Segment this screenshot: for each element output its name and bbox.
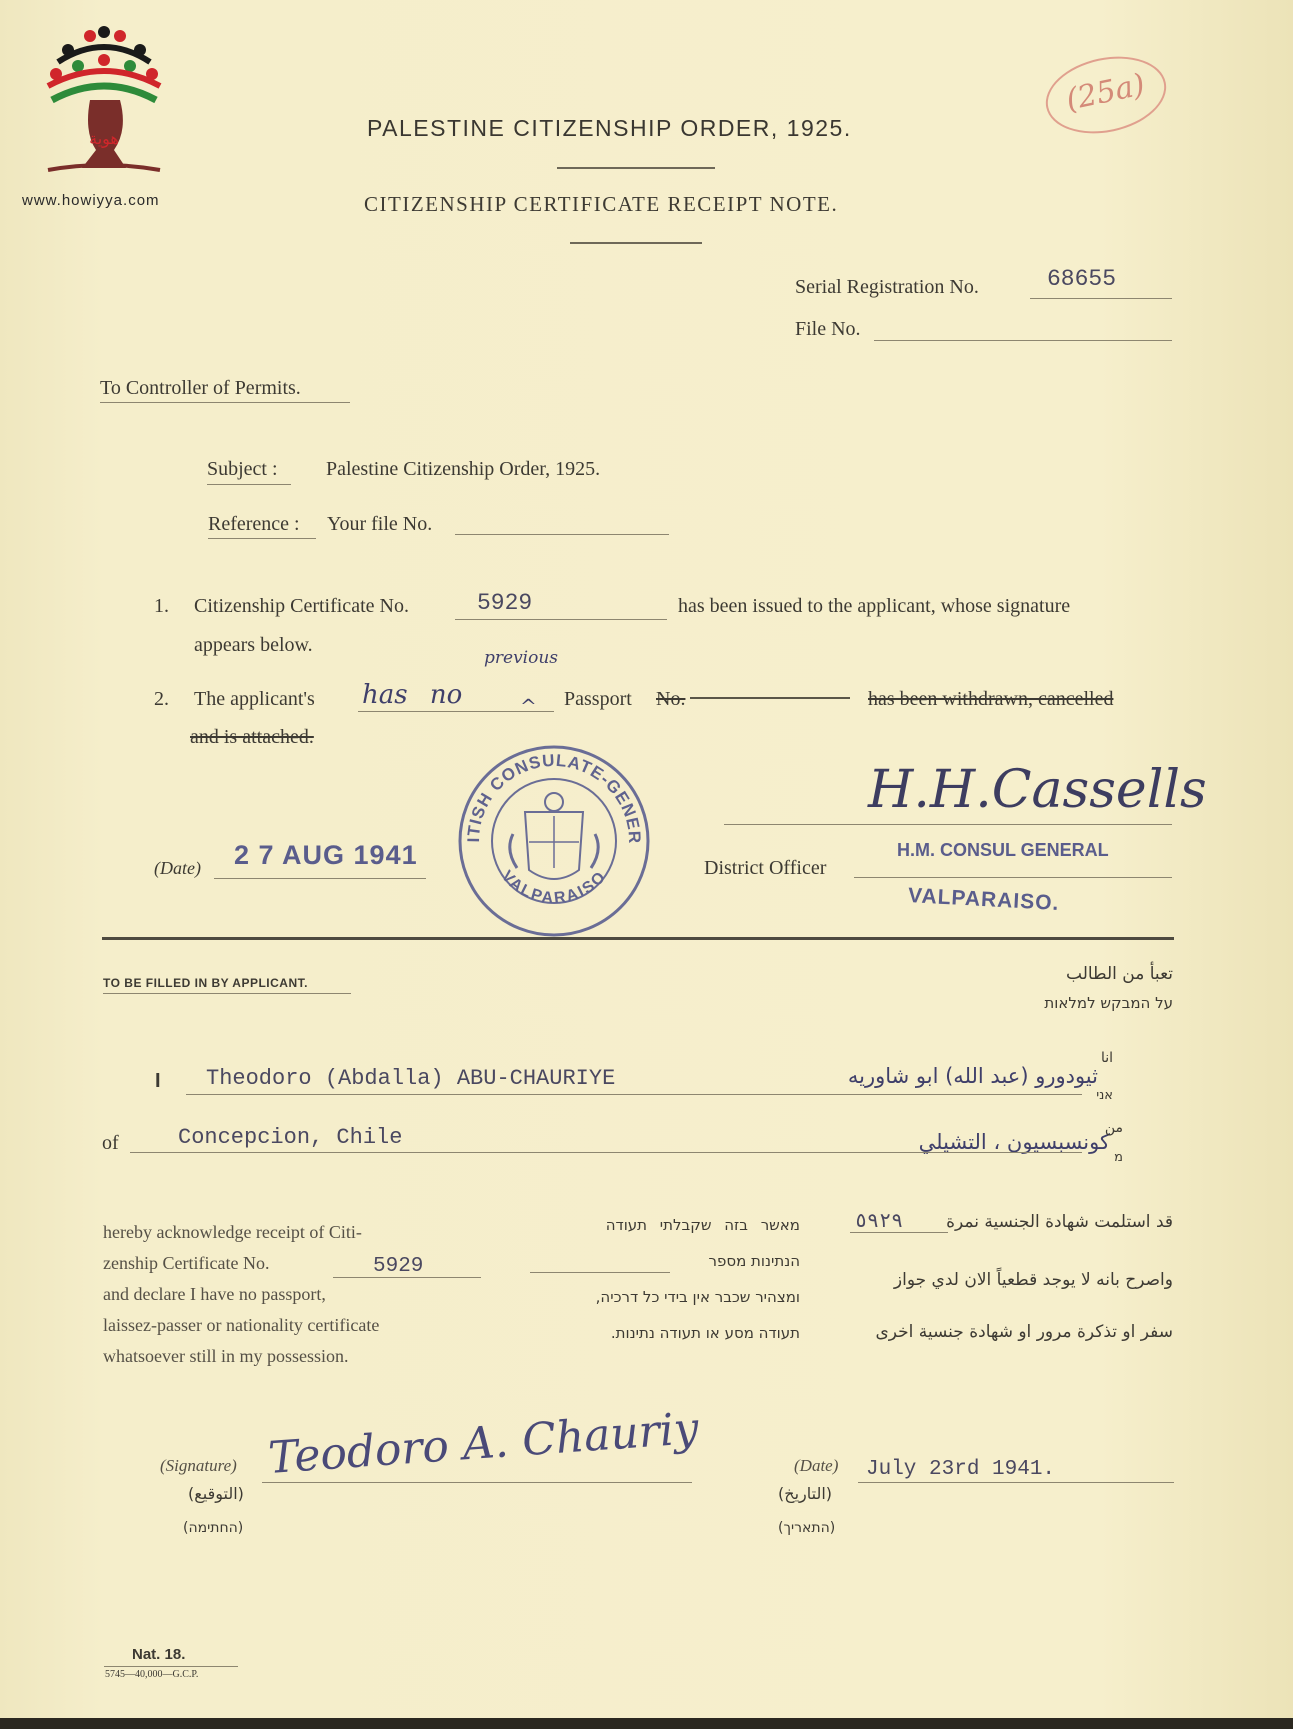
page-title: PALESTINE CITIZENSHIP ORDER, 1925. — [367, 115, 852, 141]
form-number-line — [104, 1666, 238, 1667]
item2-struck-rest: has been withdrawn, cancelled — [868, 688, 1114, 710]
ack-ar-line2: واصرح بانه لا يوجد قطعياً الان لدي جواز — [893, 1270, 1173, 1290]
item2-struck-no: No. — [656, 688, 686, 710]
item1-cert-no: 5929 — [477, 590, 533, 616]
name-label-ar: انا — [1100, 1050, 1113, 1066]
ack-he-cert-line — [530, 1272, 670, 1273]
applicant-heading-he: על המבקש למלאות — [1044, 994, 1173, 1012]
of-line — [130, 1152, 1082, 1153]
of-label: of — [102, 1132, 119, 1154]
item2-struck-line2: and is attached. — [190, 726, 314, 748]
applicant-place-ar: كونسبسيون ، التشيلي — [918, 1130, 1110, 1154]
item2-handwritten: has no — [362, 680, 463, 710]
svg-text:هوية: هوية — [89, 129, 119, 148]
consul-stamp: H.M. CONSUL GENERAL — [897, 840, 1109, 860]
ack-en-line2: zenship Certificate No. — [103, 1253, 270, 1273]
name-label: I — [155, 1070, 161, 1092]
reference-label: Reference : — [208, 513, 300, 535]
svg-text:VALPARAISO: VALPARAISO — [497, 867, 611, 908]
signature-label: (Signature) — [160, 1456, 237, 1475]
form-number: Nat. 18. — [132, 1646, 186, 1663]
consulate-seal-icon — [455, 742, 653, 940]
item2-passport: Passport — [564, 688, 632, 710]
consulate-seal — [455, 742, 653, 940]
ack-he-line4: תעודה מסע או תעודה נתינות. — [610, 1324, 800, 1342]
signature-line — [724, 824, 1172, 825]
applicant-signature-line — [262, 1482, 692, 1483]
addressee: To Controller of Permits. — [100, 377, 301, 399]
ack-ar-cert-line — [850, 1232, 948, 1233]
date-line — [214, 878, 426, 879]
reference-value: Your file No. — [327, 513, 433, 535]
ack-en-line5: whatsoever still in my possession. — [103, 1346, 349, 1366]
ack-he-line1: מאשר בזה שקבלתי תעודה — [605, 1216, 800, 1234]
serial-value: 68655 — [1047, 266, 1117, 292]
printer-code: 5745—40,000—G.C.P. — [105, 1669, 199, 1680]
applicant-heading-ar: تعبأ من الطالب — [1066, 964, 1173, 984]
date-label-he: (התאריך) — [778, 1520, 836, 1536]
ack-he-line3: ומצהיר שכבר אין בידי כל דרכיה, — [595, 1288, 800, 1306]
applicant-heading: TO BE FILLED IN BY APPLICANT. — [103, 976, 308, 990]
item1-cert-line — [455, 619, 667, 620]
ack-he-line2: הנתינות מספר — [708, 1252, 800, 1270]
watermark-site: www.howiyya.com — [22, 192, 160, 209]
reference-label-underline — [208, 538, 316, 539]
svg-text:BRITISH CONSULATE-GENERAL: ITISH CONSULATE-GENER — [463, 750, 645, 845]
officer-line — [854, 877, 1172, 878]
officer-label: District Officer — [704, 857, 827, 879]
signature-label-he: (החתימה) — [183, 1520, 244, 1536]
item2-caret: ^ — [520, 694, 537, 718]
ack-en-line3: and declare I have no passport, — [103, 1284, 326, 1304]
item2-text: The applicant's — [194, 688, 315, 710]
scan-edge — [0, 1718, 1293, 1729]
item1-text-line2: appears below. — [194, 634, 313, 656]
addressee-underline — [100, 402, 350, 403]
applicant-date-line — [858, 1482, 1174, 1483]
applicant-place: Concepcion, Chile — [178, 1125, 403, 1150]
serial-line — [1030, 298, 1172, 299]
ack-ar-line3: سفر او تذكرة مرور او شهادة جنسية اخرى — [875, 1322, 1173, 1342]
item2-hand-line — [358, 711, 554, 712]
subject-label: Subject : — [207, 458, 278, 480]
ack-en-cert-no: 5929 — [373, 1255, 424, 1278]
page-subtitle: CITIZENSHIP CERTIFICATE RECEIPT NOTE. — [364, 192, 839, 216]
subtitle-divider — [570, 242, 702, 244]
applicant-date: July 23rd 1941. — [866, 1458, 1056, 1481]
subject-label-underline — [207, 484, 291, 485]
howiyya-logo — [38, 22, 168, 182]
applicant-signature: Teodoro A. Chauriy — [266, 1403, 701, 1484]
date-label: (Date) — [154, 858, 201, 878]
applicant-date-label: (Date) — [794, 1456, 839, 1475]
place-stamp: VALPARAISO. — [907, 884, 1060, 915]
item2-insertion: previous — [484, 648, 559, 668]
subject-value: Palestine Citizenship Order, 1925. — [326, 458, 601, 480]
tree-logo-icon — [38, 22, 168, 182]
item2-number: 2. — [154, 688, 169, 710]
signature-label-ar: (التوقيع) — [188, 1484, 244, 1503]
ack-ar-cert-no: ٥٩٢٩ — [855, 1211, 904, 1234]
item2-struck-line — [690, 697, 850, 699]
section-divider — [102, 937, 1174, 940]
file-label: File No. — [795, 318, 861, 340]
serial-label: Serial Registration No. — [795, 276, 979, 298]
item1-number: 1. — [154, 595, 169, 617]
applicant-name-ar: ثيودورو (عبد الله) ابو شاوريه — [847, 1064, 1098, 1088]
item1-text: Citizenship Certificate No. — [194, 595, 409, 617]
officer-signature: H.H.Cassells — [868, 760, 1207, 820]
name-line — [186, 1094, 1082, 1095]
of-label-ar: من — [1104, 1120, 1123, 1136]
ack-en-line1: hereby acknowledge receipt of Citi- — [103, 1222, 362, 1242]
ack-en-line4: laissez-passer or nationality certificate — [103, 1315, 380, 1335]
stamp-date: 2 7 AUG 1941 — [234, 840, 418, 870]
ack-en-cert-line — [333, 1277, 481, 1278]
date-label-ar: (التاريخ) — [778, 1484, 833, 1503]
applicant-heading-underline — [103, 993, 351, 994]
ack-ar-line1: قد استلمت شهادة الجنسية نمرة — [946, 1212, 1173, 1232]
title-divider — [557, 167, 715, 169]
file-line — [874, 340, 1172, 341]
reference-line — [455, 534, 669, 535]
item1-text-post: has been issued to the applicant, whose signature — [678, 595, 1071, 617]
of-label-he: מ — [1114, 1150, 1123, 1165]
archive-number: (25a) — [1039, 46, 1174, 144]
name-label-he: אני — [1096, 1088, 1113, 1103]
applicant-name: Theodoro (Abdalla) ABU-CHAURIYE — [206, 1066, 616, 1091]
